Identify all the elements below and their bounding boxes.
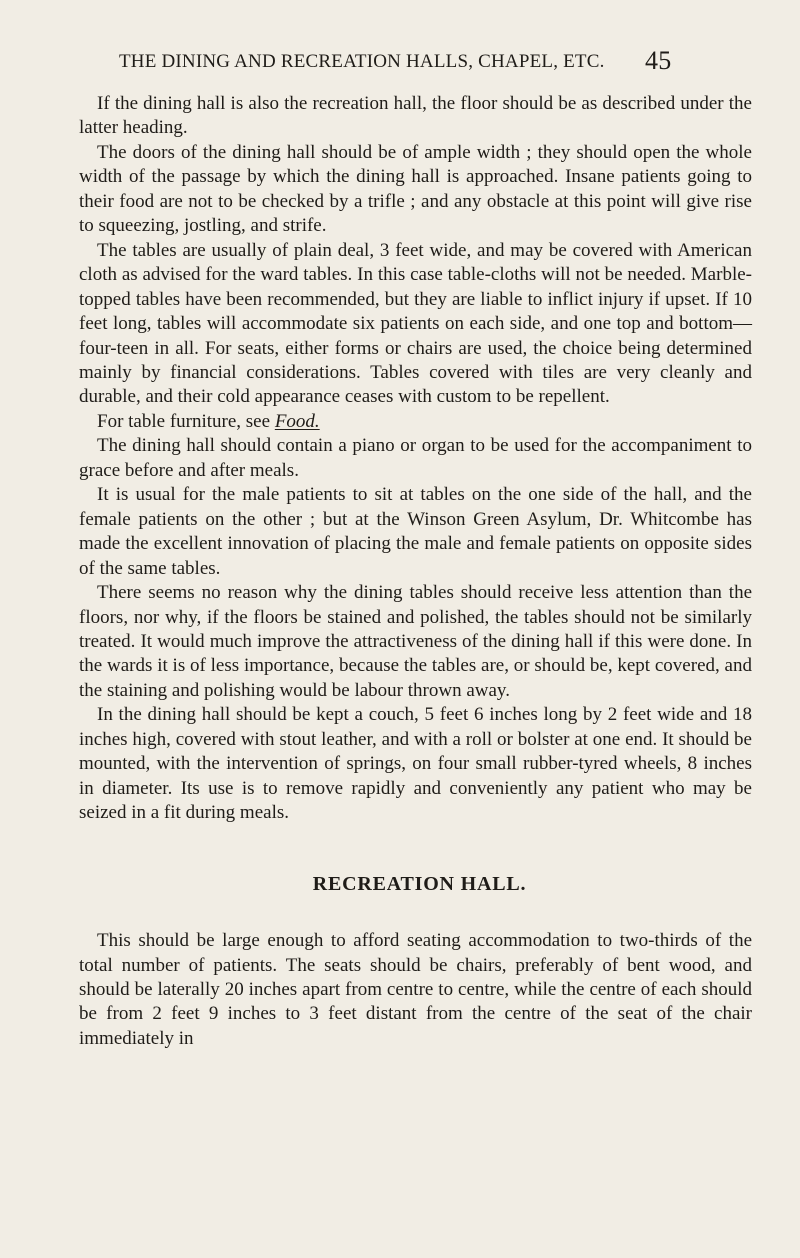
- paragraph-floor: If the dining hall is also the recreation hall, the floor should be as described under the latter heading.: [79, 93, 752, 139]
- paragraph-seating-sexes: It is usual for the male patients to sit at tables on the one side of the hall, and the female patients on the other ; but at the Winson Green Asylum, Dr. Whitcombe has made the excellent innovation of placing the male and female patients on opposite sides of the same tables.: [79, 484, 752, 579]
- page-body: [79, 92, 752, 1051]
- paragraph-polishing: There seems no reason why the dining tables should receive less attention than the floors, nor why, if the floors be stained and polished, the tables should not be similarly treated. It would much improve the attractiveness of the dining hall if this were done. In the wards it is of less importance, because the tables are, or should be, kept covered, and the staining and polishing would be labour thrown away.: [79, 582, 752, 701]
- page-number: 45: [645, 46, 672, 75]
- running-head: [119, 46, 679, 75]
- paragraph-piano: The dining hall should contain a piano or organ to be used for the accompaniment to grace before and after meals.: [79, 435, 752, 481]
- paragraph-recreation-seating: This should be large enough to afford seating accommodation to two-thirds of the total number of patients. The seats should be chairs, preferably of bent wood, and should be laterally 20 inches apart from centre to centre, while the centre of each should be from 2 feet 9 inches to 3 feet distant from the centre of the seat of the chair immediately in: [79, 930, 752, 1049]
- paragraph-doors: The doors of the dining hall should be of ample width ; they should open the whole width of the passage by which the dining hall is approached. Insane patients going to their food are not to be checked by a trifle ; and any obstacle at this point will give rise to squeezing, jostling, and strife.: [79, 141, 752, 237]
- paragraph-couch: In the dining hall should be kept a couch, 5 feet 6 inches long by 2 feet wide and 18 inches high, covered with stout leather, and with a roll or bolster at one end. It should be mounted, with the intervention of springs, on four small rubber-tyred wheels, 8 inches in diameter. Its use is to remove rapidly and conveniently any patient who may be seized in a fit during meals.: [79, 704, 752, 824]
- furniture-prefix: For table furniture, see: [97, 410, 275, 432]
- paragraph-tables: The tables are usually of plain deal, 3 feet wide, and may be covered with American cloth as advised for the ward tables. In this case table-cloths will not be needed. Marble-topped tables have been recommended, but they are liable to inflict injury if upset. If 10 feet long, tables will accommodate six patients on each side, and one top and bottom—four-teen in all. For seats, either forms or chairs are used, the choice being determined mainly by financial considerations. Tables covered with tiles are very cleanly and durable, and their cold appearance ceases with custom to be repellent.: [79, 239, 752, 408]
- running-head-title: THE DINING AND RECREATION HALLS, CHAPEL, ETC.: [119, 51, 605, 72]
- food-reference-link[interactable]: Food.: [274, 410, 320, 432]
- section-heading-recreation-hall: RECREATION HALL.: [312, 872, 527, 895]
- paragraph-table-furniture: [79, 410, 752, 434]
